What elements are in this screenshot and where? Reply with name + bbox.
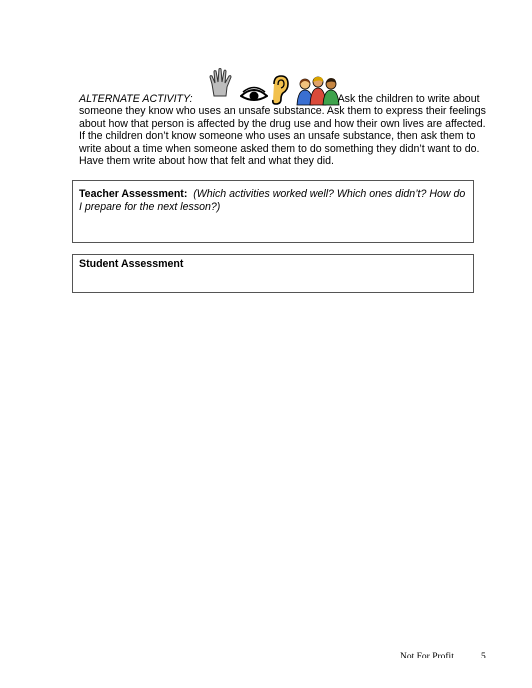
alternate-activity-label: ALTERNATE ACTIVITY:	[79, 93, 193, 105]
student-assessment-label: Student Assessment	[79, 258, 184, 270]
footer-text: Not For Profit	[400, 652, 454, 658]
page-number: 5	[481, 652, 486, 658]
teacher-assessment-label: Teacher Assessment:	[79, 188, 188, 200]
student-assessment-box[interactable]	[72, 254, 474, 293]
teacher-assessment-question: (Which activities worked well? Which ones didn’t? How do I prepare for the next lesson?)	[79, 188, 466, 213]
alternate-activity-paragraph	[79, 93, 489, 167]
teacher-assessment-box[interactable]	[72, 180, 474, 243]
alternate-activity-text: Ask the children to write about someone they know who uses an unsafe substance. Ask them to express their feelings about how that person is affected by the drug use and how their own lives are affected. If the children don’t know someone who uses an unsafe substance, then ask them to write about a time when someone asked them to do something they didn’t want to do. Have them write about how that felt and what they did.	[79, 93, 486, 168]
page-footer	[400, 650, 500, 658]
